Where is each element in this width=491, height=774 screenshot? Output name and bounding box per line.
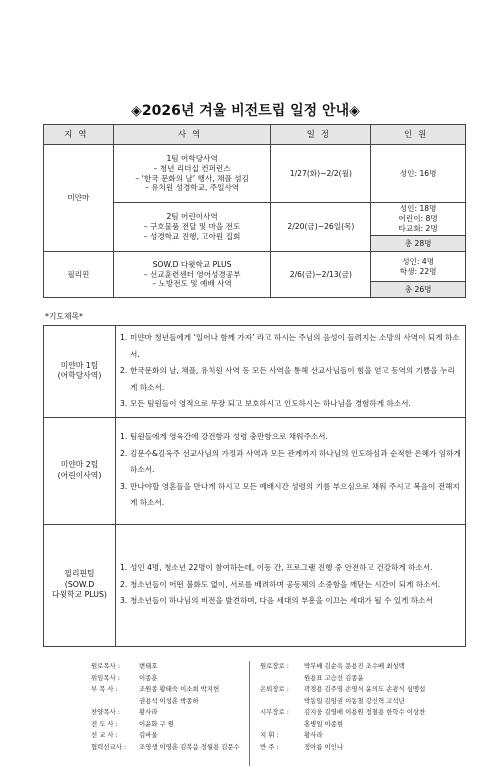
credit-row bbox=[260, 742, 425, 754]
credit-row bbox=[91, 696, 240, 708]
work-myanmar-team1 bbox=[113, 145, 271, 203]
credit-row bbox=[91, 661, 240, 673]
region-myanmar: 미얀마 bbox=[44, 145, 114, 252]
item-text: 미얀마 청년들에게 ‘일어나 함께 가자’ 라고 하시는 주님의 음성이 들려지는 소망의 사역이 되게 하소서. bbox=[130, 333, 460, 359]
prayer-item bbox=[120, 429, 461, 446]
item-number: 3. bbox=[120, 596, 128, 606]
prayer-table bbox=[43, 325, 466, 647]
credit-role bbox=[260, 719, 304, 731]
item-text: 팀원들에게 영육간에 강건함과 성령 충만함으로 채워주소서. bbox=[130, 432, 328, 442]
credit-names: 홍병일 이종현 bbox=[304, 719, 344, 728]
credit-role: 은퇴장로 : bbox=[260, 685, 289, 693]
work-line: 1팀 어학당사역 bbox=[166, 153, 218, 163]
credit-role: 부 목 사 : bbox=[91, 685, 118, 693]
schedule-header-row bbox=[44, 125, 466, 145]
credit-role bbox=[260, 696, 304, 708]
work-line: – 구호물품 전달 및 마을 전도 bbox=[143, 222, 241, 232]
credit-names: 원용표 고승선 김종윤 bbox=[304, 673, 364, 682]
credit-names: 이윤화 구 원 bbox=[139, 719, 174, 728]
team-name-line: 필리핀팀 bbox=[64, 569, 95, 579]
schedule-table bbox=[43, 124, 466, 298]
people-line: 타교회: 2명 bbox=[398, 223, 438, 233]
prayer-row-myanmar-1 bbox=[44, 326, 466, 418]
credit-names: 박무배 김순옥 문용진 조수배 최성택 bbox=[304, 662, 405, 670]
credit-names: 김지웅 김영배 이용원 정철용 한학수 이상찬 bbox=[304, 708, 426, 716]
schedule-row-myanmar-1 bbox=[44, 145, 466, 203]
item-number: 2. bbox=[120, 579, 128, 589]
credit-role: 선 교 사 : bbox=[91, 731, 118, 739]
people-philippines bbox=[371, 252, 466, 282]
work-line: – 유치원 성경학교, 주일사역 bbox=[145, 183, 240, 193]
item-number: 3. bbox=[120, 481, 128, 491]
people-line: 학생: 22명 bbox=[399, 266, 437, 276]
prayer-item bbox=[120, 479, 461, 512]
work-line: – 성경학교 진행, 고아원 집회 bbox=[143, 231, 241, 241]
credit-names: 변태호 bbox=[139, 662, 158, 670]
work-line: – 청년 리더십 컨퍼런스 bbox=[153, 163, 231, 173]
credit-names: 김바울 bbox=[139, 731, 158, 739]
prayer-row-myanmar-2 bbox=[44, 417, 466, 524]
prayer-item bbox=[120, 446, 461, 479]
team-name-line: 다윗학교 PLUS) bbox=[52, 590, 107, 600]
credit-row bbox=[260, 696, 425, 708]
item-number: 3. bbox=[120, 399, 128, 408]
item-number: 1. bbox=[120, 563, 128, 573]
credit-role: 찬양목사 : bbox=[91, 708, 120, 716]
credit-row bbox=[91, 673, 240, 685]
item-number: 1. bbox=[120, 333, 128, 342]
credit-row bbox=[260, 673, 425, 685]
credits-right bbox=[260, 661, 425, 753]
credit-role: 시무장로 : bbox=[260, 708, 289, 716]
credit-role: 반 주 : bbox=[260, 742, 279, 751]
people-line: 성인: 4명 bbox=[402, 256, 435, 266]
team-name bbox=[44, 417, 116, 524]
team-name bbox=[44, 524, 116, 646]
credit-row bbox=[91, 742, 240, 754]
credits-divider bbox=[249, 661, 250, 766]
header-people: 인원 bbox=[371, 125, 466, 145]
total-myanmar: 총 28명 bbox=[371, 236, 466, 252]
work-line: SOW.D 다윗학교 PLUS bbox=[152, 259, 232, 269]
people-myanmar-team2 bbox=[371, 203, 466, 236]
date-philippines: 2/6(금)~2/13(금) bbox=[271, 252, 371, 298]
credit-role: 원로장로 : bbox=[260, 662, 289, 670]
item-number: 2. bbox=[120, 448, 128, 458]
credit-role: 위임목사 : bbox=[91, 673, 120, 682]
credit-names: 박동일 김임권 이동철 강신혁 고석년 bbox=[304, 696, 405, 705]
credit-row bbox=[260, 707, 425, 719]
credit-role: 원로목사 : bbox=[91, 662, 120, 670]
work-line: – 노방전도 및 예배 사역 bbox=[152, 279, 232, 289]
credit-names: 권용석 이성훈 박종하 bbox=[139, 696, 199, 705]
prayer-item bbox=[120, 396, 461, 413]
team-name-line: (어학당사역) bbox=[57, 371, 102, 381]
credit-row bbox=[91, 707, 240, 719]
credit-names: 조원종 황태숙 이소희 박지헌 bbox=[139, 685, 220, 693]
item-text: 한국문화의 날, 채플, 유치원 사역 등 모든 사역을 통해 선교사님들이 힘을 얻고 동역의 기쁨을 누리게 하소서. bbox=[130, 366, 455, 392]
team-name-line: (SOW.D bbox=[64, 579, 95, 589]
item-text: 만나야할 영혼들을 만나게 하시고 모든 예배시간 성령의 기름 부으심으로 채워 주시고 복음이 전해지게 하소서. bbox=[130, 481, 460, 508]
prayer-items bbox=[116, 326, 466, 418]
credit-row bbox=[260, 719, 425, 731]
prayer-item bbox=[120, 577, 461, 594]
item-text: 김문수&김옥주 선교사님의 가정과 사역과 모든 관계까지 하나님의 인도하심과 순적한 은혜가 임하게 하소서. bbox=[130, 448, 461, 475]
credits-left bbox=[91, 661, 240, 753]
date-myanmar-team1: 1/27(화)~2/2(월) bbox=[271, 145, 371, 203]
header-work: 사역 bbox=[113, 125, 271, 145]
work-line: – ‘한국 문화의 날’ 행사, 채플 섬김 bbox=[135, 173, 249, 183]
team-name bbox=[44, 326, 116, 418]
team-name-line: 미얀마 1팀 bbox=[60, 360, 99, 370]
prayer-heading: *기도제목* bbox=[45, 312, 83, 321]
credit-names: 황사라 bbox=[139, 708, 158, 716]
work-line: – 선교훈련센터 영어성경공부 bbox=[143, 269, 241, 279]
credit-row bbox=[260, 730, 425, 742]
credit-names: 조영생 이영훈 김복음 정월용 김문수 bbox=[139, 742, 240, 751]
prayer-item bbox=[120, 363, 461, 396]
work-myanmar-team2 bbox=[113, 203, 271, 252]
people-myanmar-team1: 성인: 16명 bbox=[371, 145, 466, 203]
team-name-line: (어린이사역) bbox=[57, 470, 102, 480]
credit-names: 곽경용 김주영 손영식 윤의도 손광식 심맹섭 bbox=[304, 685, 426, 693]
page-title: ◈2026년 겨울 비전트립 일정 안내◈ bbox=[131, 103, 360, 119]
date-myanmar-team2: 2/20(금)~26일(목) bbox=[271, 203, 371, 252]
credit-names: 이종훈 bbox=[139, 673, 158, 682]
credit-row bbox=[260, 684, 425, 696]
credit-names: 정아름 이인나 bbox=[304, 742, 344, 751]
item-text: 청소년들이 하나님의 비전을 발견하며, 다음 세대의 부흥을 이끄는 세대가 될 수 있게 하소서 bbox=[130, 596, 433, 606]
credit-names: 황사라 bbox=[304, 731, 323, 739]
prayer-item bbox=[120, 560, 461, 577]
total-philippines: 총 26명 bbox=[371, 282, 466, 298]
credit-role: 전 도 사 : bbox=[91, 719, 118, 728]
credit-row bbox=[91, 684, 240, 696]
prayer-item bbox=[120, 593, 461, 610]
schedule-row-philippines bbox=[44, 252, 466, 282]
credit-row bbox=[91, 719, 240, 731]
region-philippines: 필리핀 bbox=[44, 252, 114, 298]
work-line: 2팀 어린이사역 bbox=[166, 212, 218, 222]
item-text: 성인 4명, 청소년 22명이 참여하는데, 이동 간, 프로그램 진행 중 안전하고 건강하게 하소서. bbox=[130, 563, 433, 573]
credit-row bbox=[260, 661, 425, 673]
credit-role bbox=[91, 696, 139, 708]
header-date: 일정 bbox=[271, 125, 371, 145]
credit-role bbox=[260, 673, 304, 685]
credit-row bbox=[91, 730, 240, 742]
people-line: 어린이: 8명 bbox=[398, 214, 438, 224]
prayer-row-philippines bbox=[44, 524, 466, 646]
prayer-items bbox=[116, 524, 466, 646]
work-philippines bbox=[113, 252, 271, 298]
item-text: 청소년들이 어떤 불화도 없이, 서로를 배려하며 공동체의 소중함을 깨닫는 시간이 되게 하소서. bbox=[130, 579, 441, 589]
header-region: 지역 bbox=[44, 125, 114, 145]
item-number: 2. bbox=[120, 366, 128, 375]
prayer-item bbox=[120, 330, 461, 363]
credit-role: 협력선교사 : bbox=[91, 742, 127, 751]
prayer-items bbox=[116, 417, 466, 524]
people-line: 성인: 18명 bbox=[399, 204, 437, 214]
credit-role: 지 휘 : bbox=[260, 731, 279, 739]
team-name-line: 미얀마 2팀 bbox=[60, 459, 99, 469]
item-number: 1. bbox=[120, 432, 128, 442]
item-text: 모든 팀원들이 영적으로 무장 되고 보호하시고 인도하시는 하나님을 경험하게 하소서. bbox=[130, 399, 411, 408]
